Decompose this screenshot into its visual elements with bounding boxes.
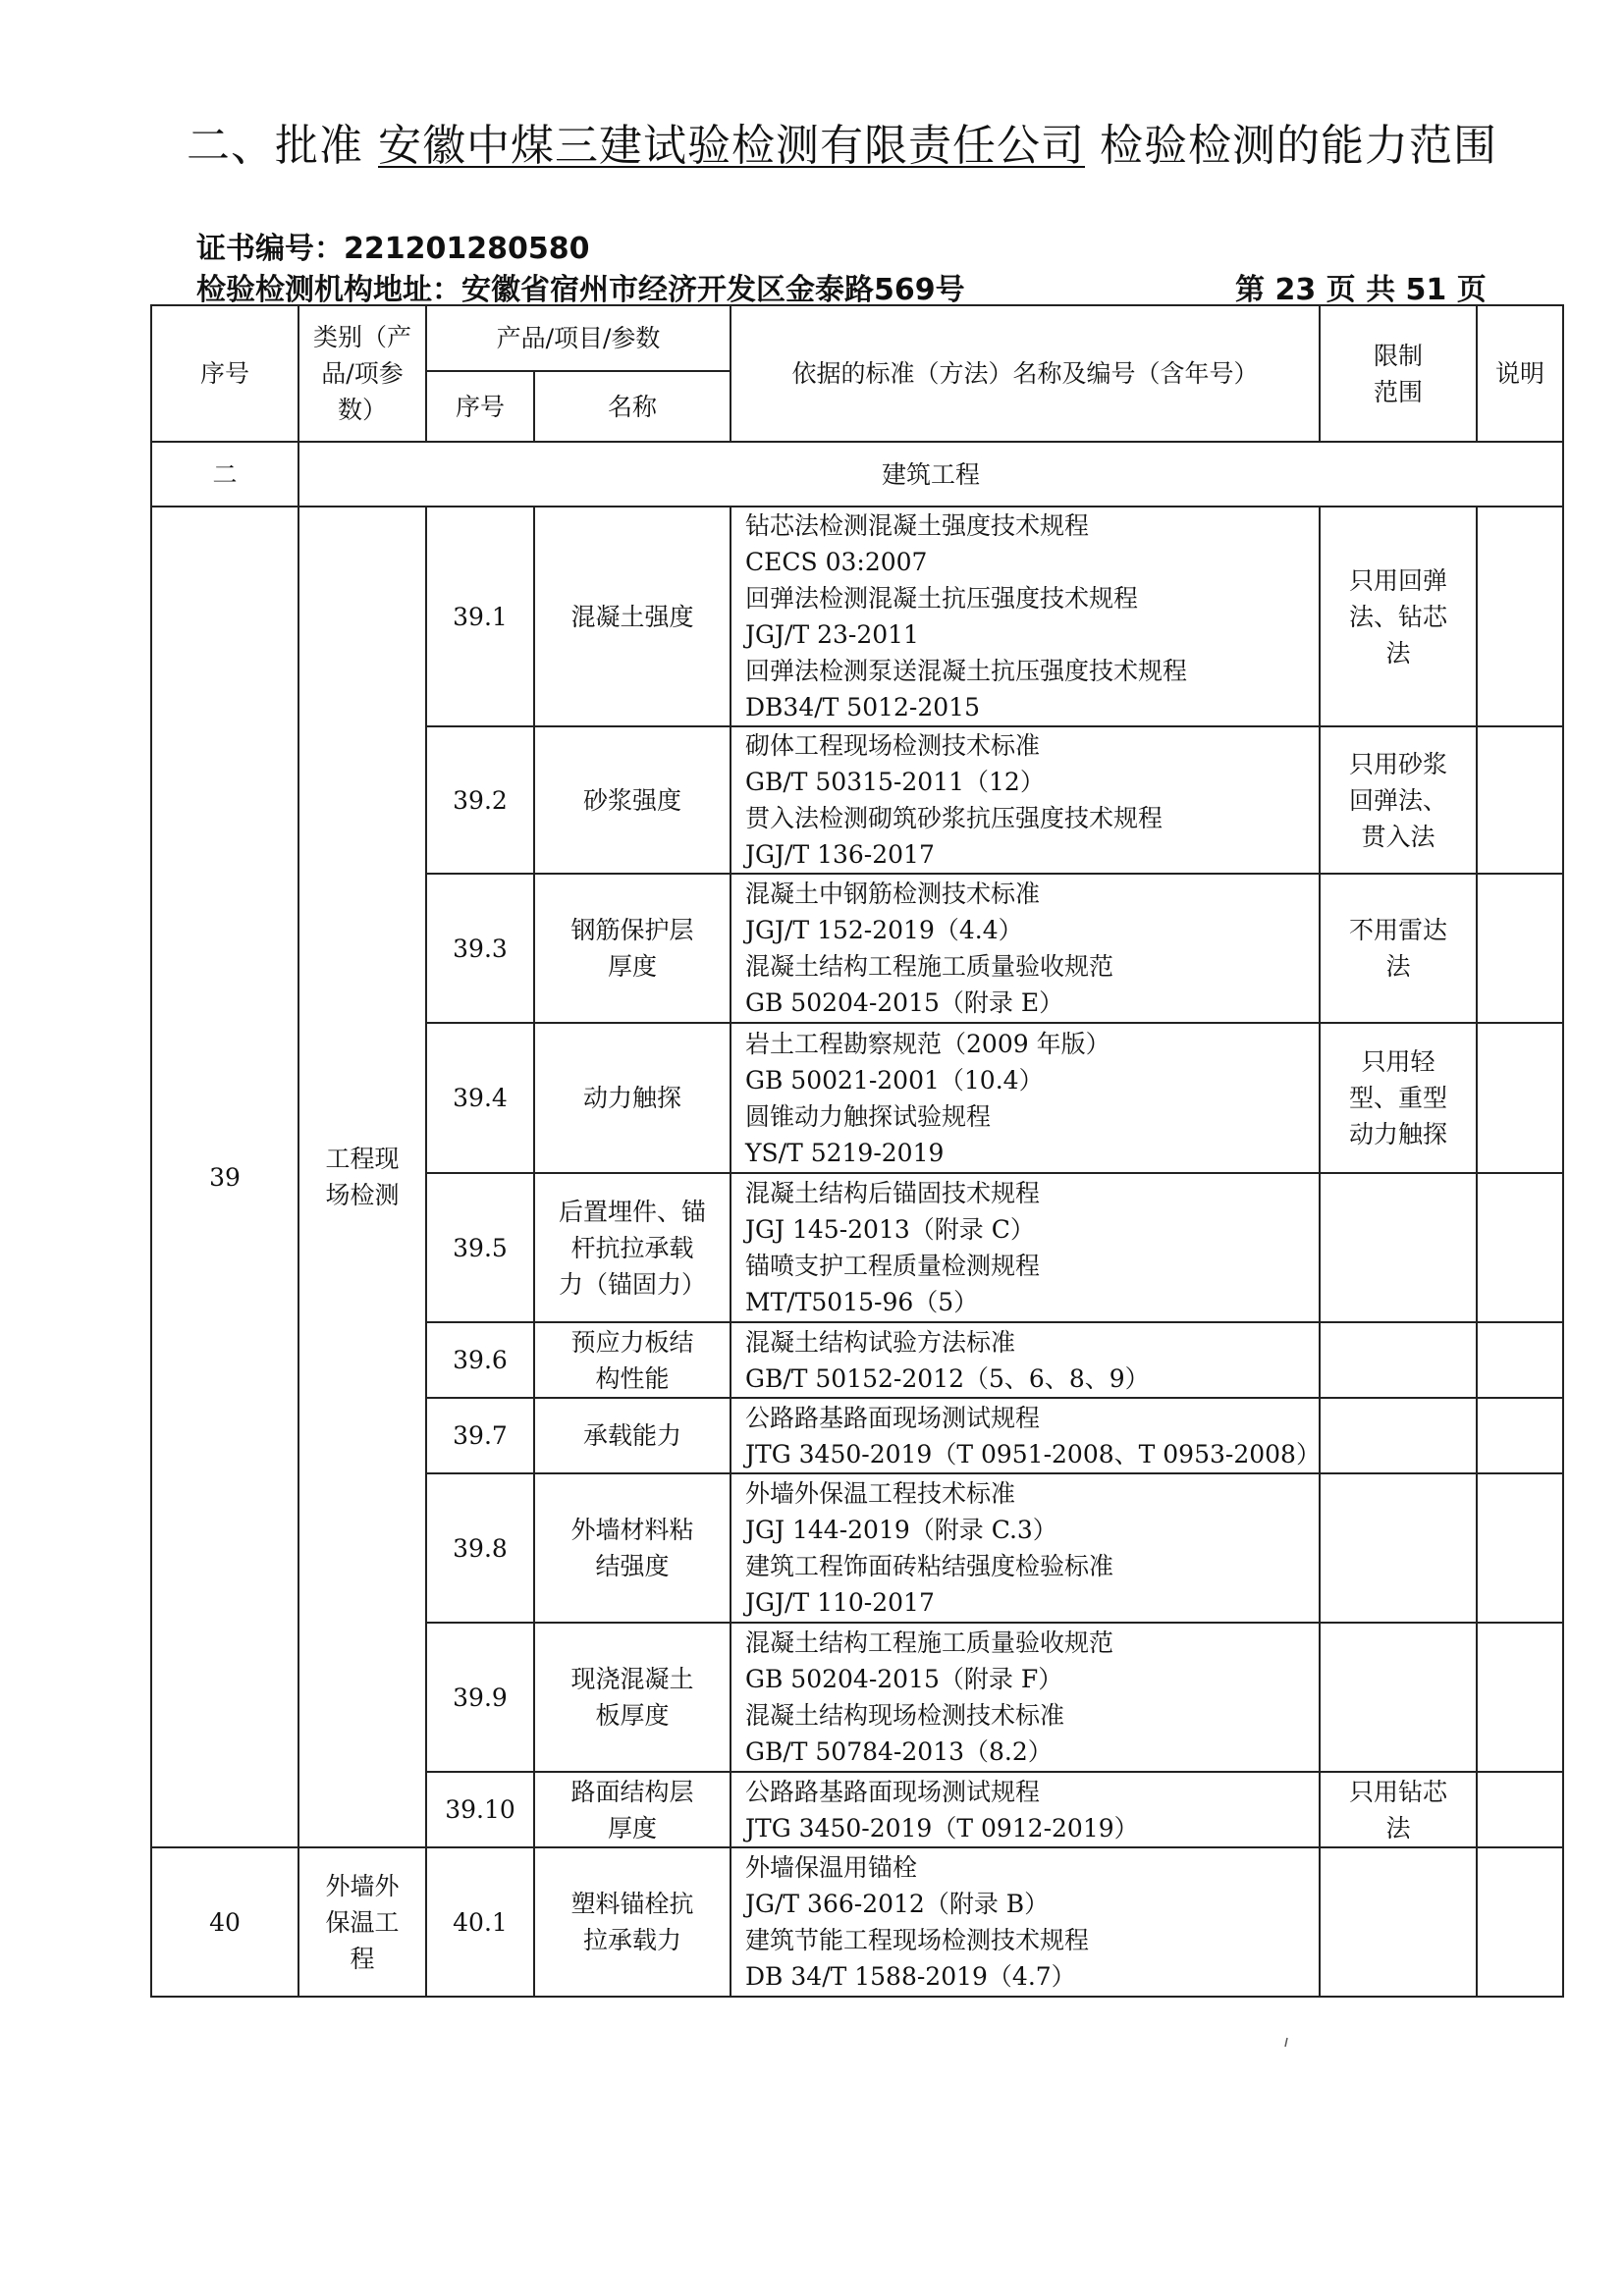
item-note (1477, 1398, 1563, 1473)
header-category-line: 品/项参 (321, 359, 404, 388)
group-category (298, 1847, 426, 1997)
group-seq: 39 (151, 507, 298, 1847)
table-body (151, 305, 1563, 1997)
organization-name: 安徽中煤三建试验检测有限责任公司 (378, 121, 1085, 171)
item-standards (731, 1772, 1320, 1847)
page-title (187, 110, 1497, 173)
item-standards (731, 1473, 1320, 1623)
item-limit (1320, 1847, 1477, 1997)
standard-line: CECS 03:2007 (745, 548, 928, 576)
standard-line: 岩土工程勘察规范（2009 年版） (745, 1029, 1110, 1058)
item-limit (1320, 1322, 1477, 1398)
standard-line: 外墙外保温工程技术标准 (745, 1479, 1016, 1508)
standard-line: 公路路基路面现场测试规程 (745, 1403, 1041, 1432)
standard-line: GB 50021-2001（10.4） (745, 1065, 1044, 1095)
item-standards (731, 507, 1320, 726)
standard-line: GB/T 50784-2013（8.2） (745, 1737, 1053, 1766)
standard-line: 混凝土结构工程施工质量验收规范 (745, 1629, 1114, 1657)
limit-line: 只用钻芯 (1349, 1777, 1448, 1806)
item-name-line: 现浇混凝土 (570, 1665, 694, 1693)
capability-table (150, 304, 1564, 1998)
limit-line: 只用砂浆 (1349, 749, 1448, 778)
item-name (534, 1322, 731, 1398)
item-note (1477, 1173, 1563, 1322)
item-standards (731, 726, 1320, 874)
item-standards (731, 1322, 1320, 1398)
limit-line: 法、钻芯 (1349, 602, 1448, 631)
title-suffix: 检验检测的能力范围 (1100, 121, 1497, 171)
item-standards (731, 1623, 1320, 1772)
item-note (1477, 1772, 1563, 1847)
limit-line: 只用回弹 (1349, 565, 1448, 595)
item-name (534, 1847, 731, 1997)
item-name-line: 厚度 (608, 1813, 658, 1842)
item-sub-seq: 39.4 (426, 1023, 534, 1173)
header-category-line: 数） (337, 396, 387, 424)
limit-line: 回弹法、 (1349, 785, 1448, 815)
header-limit-line: 限制 (1374, 341, 1424, 370)
standard-line: 钻芯法检测混凝土强度技术规程 (745, 511, 1090, 540)
standard-line: 公路路基路面现场测试规程 (745, 1777, 1041, 1806)
standard-line: JGJ/T 152-2019（4.4） (745, 916, 1023, 944)
item-limit (1320, 1023, 1477, 1173)
item-note (1477, 1322, 1563, 1398)
item-name-line: 厚度 (608, 952, 658, 981)
item-sub-seq: 39.3 (426, 874, 534, 1023)
header-sub-seq: 序号 (426, 371, 534, 442)
section-row (151, 442, 1563, 507)
item-name-line: 结强度 (595, 1552, 670, 1580)
item-limit (1320, 507, 1477, 726)
item-sub-seq: 39.2 (426, 726, 534, 874)
section-title: 建筑工程 (298, 442, 1563, 507)
item-note (1477, 1023, 1563, 1173)
header-name: 名称 (534, 371, 731, 442)
header-standard: 依据的标准（方法）名称及编号（含年号） (731, 305, 1320, 442)
item-note (1477, 1623, 1563, 1772)
item-limit (1320, 1623, 1477, 1772)
limit-line: 动力触探 (1349, 1120, 1448, 1148)
item-name-line: 路面结构层 (570, 1777, 694, 1806)
item-standards (731, 874, 1320, 1023)
item-name (534, 1398, 731, 1473)
item-standards (731, 1173, 1320, 1322)
item-name-line: 预应力板结 (570, 1327, 694, 1357)
header-product-group: 产品/项目/参数 (426, 305, 731, 371)
item-note (1477, 1847, 1563, 1997)
item-limit (1320, 1398, 1477, 1473)
item-sub-seq: 40.1 (426, 1847, 534, 1997)
header-row (151, 305, 1563, 371)
standard-line: JGJ 145-2013（附录 C） (745, 1215, 1035, 1244)
standard-line: 混凝土结构试验方法标准 (745, 1327, 1016, 1357)
item-name (534, 726, 731, 874)
section-seq: 二 (151, 442, 298, 507)
limit-line: 不用雷达 (1349, 916, 1448, 944)
item-note (1477, 507, 1563, 726)
item-name (534, 1623, 731, 1772)
item-name (534, 1473, 731, 1623)
standard-line: DB34/T 5012-2015 (745, 693, 980, 721)
standard-line: MT/T5015-96（5） (745, 1288, 979, 1316)
item-limit (1320, 726, 1477, 874)
header-note: 说明 (1477, 305, 1563, 442)
header-seq: 序号 (151, 305, 298, 442)
item-name-line: 承载能力 (583, 1421, 682, 1450)
item-limit (1320, 1173, 1477, 1322)
item-standards (731, 1847, 1320, 1997)
standard-line: 贯入法检测砌筑砂浆抗压强度技术规程 (745, 804, 1164, 832)
standard-line: GB 50204-2015（附录 F） (745, 1665, 1063, 1693)
standard-line: GB/T 50315-2011（12） (745, 768, 1045, 796)
item-limit (1320, 874, 1477, 1023)
item-name (534, 874, 731, 1023)
page-info: 第 23 页 共 51 页 (1235, 273, 1487, 307)
header-category (298, 305, 426, 442)
item-name (534, 507, 731, 726)
item-name (534, 1173, 731, 1322)
table-row (151, 1847, 1563, 1997)
item-sub-seq: 39.9 (426, 1623, 534, 1772)
category-line: 程 (350, 1944, 375, 1973)
institution-address: 检验检测机构地址：安徽省宿州市经济开发区金泰路569号 (196, 273, 965, 307)
limit-line: 贯入法 (1361, 822, 1435, 851)
item-name-line: 板厚度 (595, 1701, 670, 1730)
item-name (534, 1772, 731, 1847)
item-name-line: 砂浆强度 (583, 785, 682, 815)
standard-line: 回弹法检测泵送混凝土抗压强度技术规程 (745, 657, 1188, 685)
item-name-line: 拉承载力 (583, 1926, 682, 1954)
item-sub-seq: 39.10 (426, 1772, 534, 1847)
standard-line: JGJ/T 136-2017 (745, 840, 935, 869)
standard-line: 圆锥动力触探试验规程 (745, 1101, 992, 1131)
limit-line: 法 (1385, 1813, 1411, 1842)
title-prefix: 二、批准 (187, 121, 363, 171)
item-limit (1320, 1473, 1477, 1623)
standard-line: 砌体工程现场检测技术标准 (745, 731, 1041, 760)
standard-line: 混凝土结构后锚固技术规程 (745, 1179, 1041, 1207)
standard-line: JGJ/T 110-2017 (745, 1588, 935, 1617)
standard-line: YS/T 5219-2019 (745, 1138, 945, 1167)
standard-line: JGJ 144-2019（附录 C.3） (745, 1516, 1057, 1544)
header-limit (1320, 305, 1477, 442)
limit-line: 法 (1385, 952, 1411, 981)
standard-line: JTG 3450-2019（T 0912-2019） (745, 1813, 1139, 1842)
item-name-line: 构性能 (595, 1363, 670, 1393)
standard-line: 回弹法检测混凝土抗压强度技术规程 (745, 584, 1139, 613)
item-sub-seq: 39.6 (426, 1322, 534, 1398)
standard-line: 外墙保温用锚栓 (745, 1853, 918, 1882)
category-line: 工程现 (325, 1145, 400, 1173)
item-name-line: 杆抗拉承载 (570, 1233, 694, 1262)
category-line: 保温工 (325, 1907, 400, 1937)
item-standards (731, 1023, 1320, 1173)
item-sub-seq: 39.8 (426, 1473, 534, 1623)
standard-line: 建筑节能工程现场检测技术规程 (745, 1926, 1090, 1954)
item-note (1477, 1473, 1563, 1623)
item-note (1477, 874, 1563, 1023)
scan-speck (1282, 2037, 1290, 2049)
standard-line: 建筑工程饰面砖粘结强度检验标准 (745, 1552, 1114, 1580)
standard-line: JGJ/T 23-2011 (745, 620, 919, 649)
item-sub-seq: 39.7 (426, 1398, 534, 1473)
standard-line: GB 50204-2015（附录 E） (745, 988, 1064, 1017)
category-line: 外墙外 (325, 1871, 400, 1900)
category-line: 场检测 (325, 1181, 400, 1209)
limit-line: 只用轻 (1361, 1047, 1435, 1076)
certificate-number: 证书编号：221201280580 (196, 232, 590, 266)
standard-line: JTG 3450-2019（T 0951-2008、T 0953-2008） (745, 1439, 1321, 1468)
item-sub-seq: 39.1 (426, 507, 534, 726)
item-name (534, 1023, 731, 1173)
item-name-line: 后置埋件、锚 (559, 1197, 707, 1226)
limit-line: 型、重型 (1349, 1084, 1448, 1112)
group-seq: 40 (151, 1847, 298, 1997)
table-row (151, 507, 1563, 726)
standard-line: DB 34/T 1588-2019（4.7） (745, 1962, 1076, 1991)
item-name-line: 混凝土强度 (570, 602, 694, 631)
item-name-line: 外墙材料粘 (570, 1516, 694, 1544)
item-limit (1320, 1772, 1477, 1847)
standard-line: 混凝土中钢筋检测技术标准 (745, 880, 1041, 908)
item-name-line: 力（锚固力） (559, 1269, 707, 1299)
item-standards (731, 1398, 1320, 1473)
item-name-line: 钢筋保护层 (570, 916, 694, 944)
item-name-line: 塑料锚栓抗 (570, 1890, 694, 1918)
item-sub-seq: 39.5 (426, 1173, 534, 1322)
standard-line: 混凝土结构工程施工质量验收规范 (745, 952, 1114, 981)
item-note (1477, 726, 1563, 874)
group-category (298, 507, 426, 1847)
standard-line: JG/T 366-2012（附录 B） (745, 1890, 1050, 1918)
item-name-line: 动力触探 (583, 1084, 682, 1112)
limit-line: 法 (1385, 638, 1411, 667)
standard-line: 锚喷支护工程质量检测规程 (745, 1252, 1041, 1280)
standard-line: GB/T 50152-2012（5、6、8、9） (745, 1363, 1150, 1393)
standard-line: 混凝土结构现场检测技术标准 (745, 1701, 1065, 1730)
header-limit-line: 范围 (1374, 377, 1424, 406)
header-category-line: 类别（产 (312, 323, 411, 351)
